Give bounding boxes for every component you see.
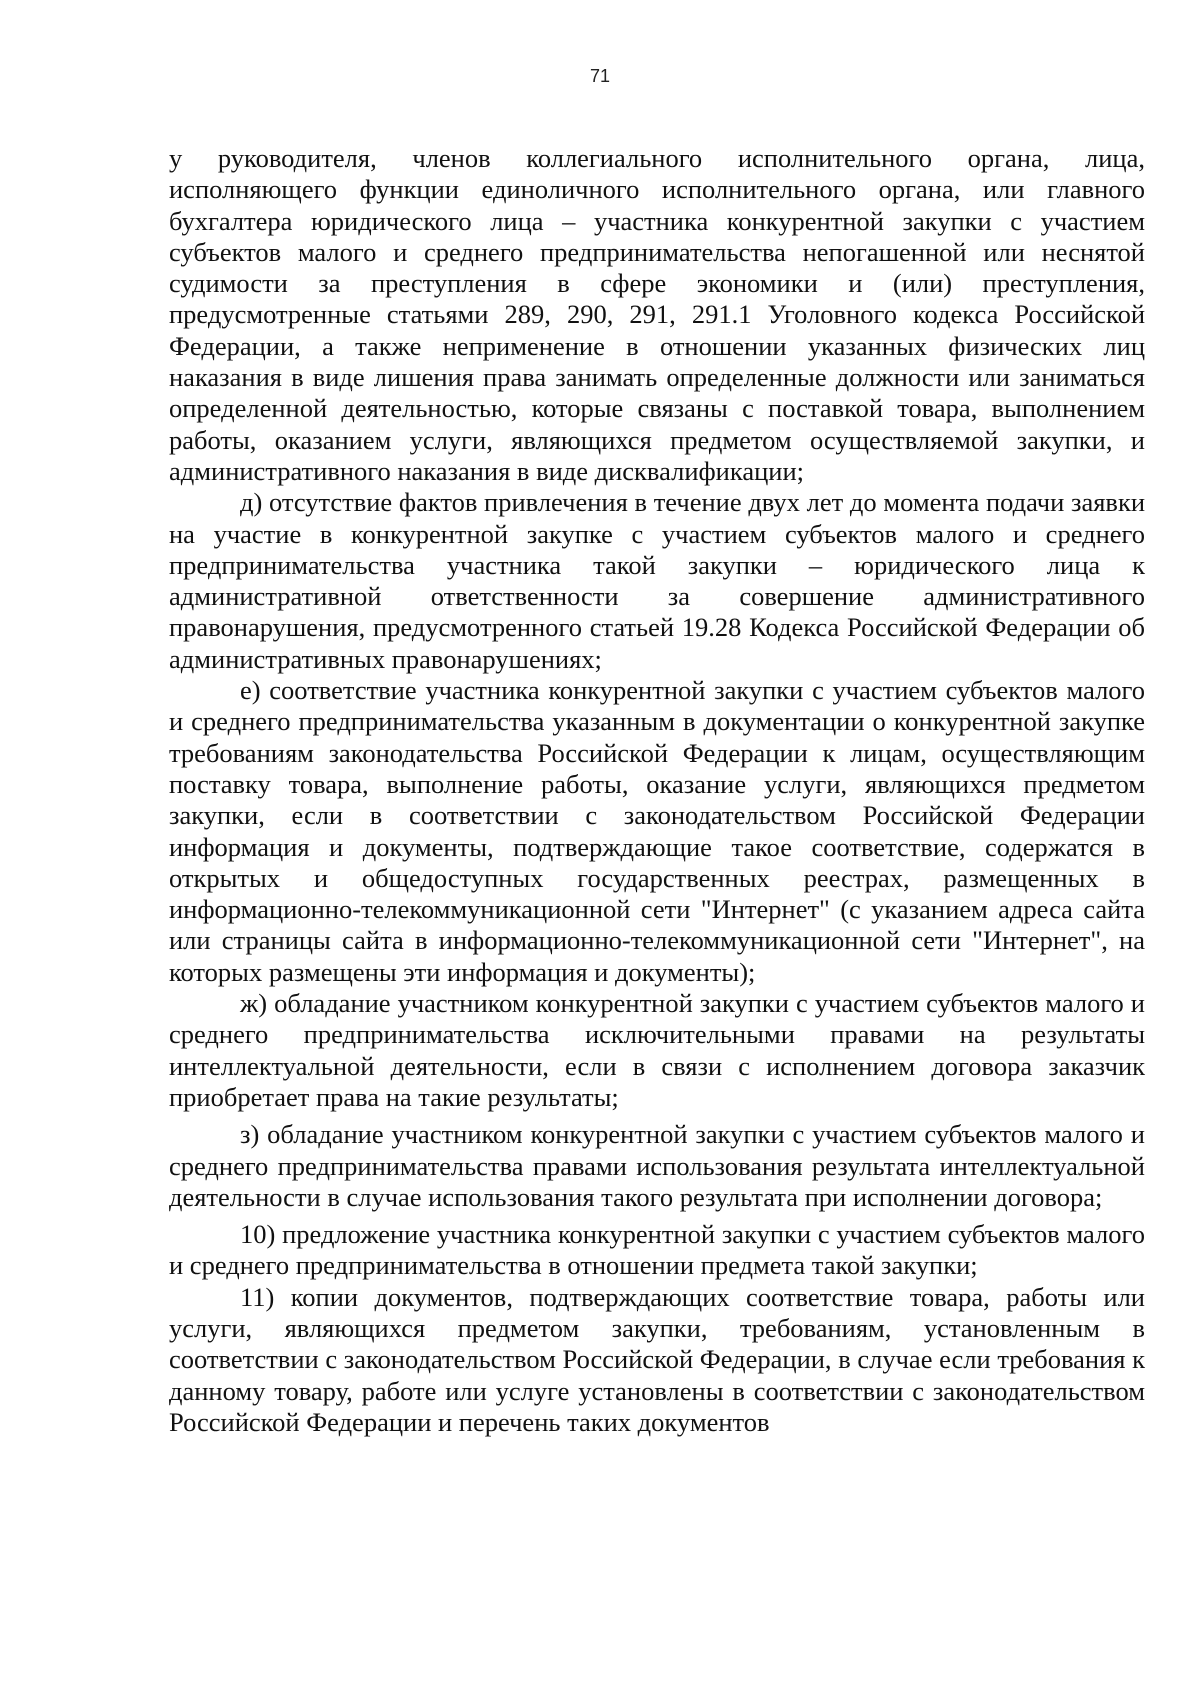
- paragraph-continuation: у руководителя, членов коллегиального исполнительного органа, лица, исполняющего функции единоличного исполнительного органа, или главного бухгалтера юридического лица – участника конкурентной закупки с участием субъектов малого и среднего предпринимательства непогашенной или неснятой судимости за преступления в сфере экономики и (или) преступления, предусмотренные статьями 289, 290, 291, 291.1 Уголовного кодекса Российской Федерации, а также неприменение в отношении указанных физических лиц наказания в виде лишения права занимать определенные должности или заниматься определенной деятельностью, которые связаны с поставкой товара, выполнением работы, оказанием услуги, являющихся предметом осуществляемой закупки, и административного наказания в виде дисквалификации;: [169, 143, 1145, 486]
- paragraph-item-d: д) отсутствие фактов привлечения в течение двух лет до момента подачи заявки на участие в конкурентной закупке с участием субъектов малого и среднего предпринимательства участника такой закупки – юридического лица к административной ответственности за совершение административного правонарушения, предусмотренного статьей 19.28 Кодекса Российской Федерации об административных правонарушениях;: [169, 487, 1145, 674]
- paragraph-item-11: 11) копии документов, подтверждающих соответствие товара, работы или услуги, являющихся предметом закупки, требованиям, установленным в соответствии с законодательством Российской Федерации, в случае если требования к данному товару, работе или услуге установлены в соответствии с законодательством Российской Федерации и перечень таких документов: [169, 1281, 1145, 1437]
- document-body: [169, 143, 1145, 1438]
- paragraph-item-zh: ж) обладание участником конкурентной закупки с участием субъектов малого и среднего предпринимательства исключительными правами на результаты интеллектуальной деятельности, если в связи с исполнением договора заказчик приобретает права на такие результаты;: [169, 988, 1145, 1112]
- paragraph-item-10: 10) предложение участника конкурентной закупки с участием субъектов малого и среднего предпринимательства в отношении предмета такой закупки;: [169, 1219, 1145, 1281]
- paragraph-item-z: з) обладание участником конкурентной закупки с участием субъектов малого и среднего предпринимательства правами использования результата интеллектуальной деятельности в случае использования такого результата при исполнении договора;: [169, 1119, 1145, 1212]
- paragraph-item-e: е) соответствие участника конкурентной закупки с участием субъектов малого и среднего предпринимательства указанным в документации о конкурентной закупке требованиям законодательства Российской Федерации к лицам, осуществляющим поставку товара, выполнение работы, оказание услуги, являющихся предметом закупки, если в соответствии с законодательством Российской Федерации информация и документы, подтверждающие такое соответствие, содержатся в открытых и общедоступных государственных реестрах, размещенных в информационно-телекоммуникационной сети "Интернет" (с указанием адреса сайта или страницы сайта в информационно-телекоммуникационной сети "Интернет", на которых размещены эти информация и документы);: [169, 675, 1145, 987]
- page-number: 71: [589, 66, 611, 86]
